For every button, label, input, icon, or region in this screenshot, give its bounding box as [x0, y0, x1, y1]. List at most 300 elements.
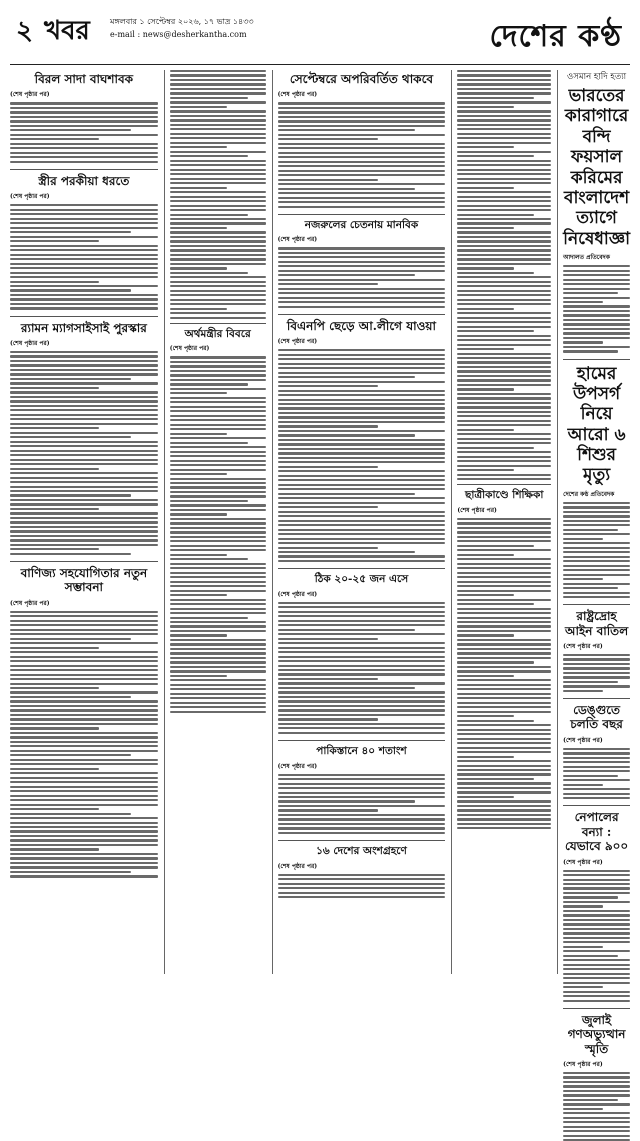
text-line: [457, 101, 551, 103]
text-line: [457, 308, 513, 310]
text-line: [10, 450, 158, 452]
text-line: [10, 125, 158, 127]
text-line: [10, 521, 158, 523]
text-line: [563, 883, 630, 885]
text-line: [563, 874, 630, 876]
text-line: [170, 711, 266, 713]
text-line: [278, 188, 416, 190]
text-line: [563, 587, 618, 589]
text-line: [278, 488, 446, 490]
text-line: [563, 770, 630, 772]
article-finance-minister: [170, 328, 266, 713]
text-line: [170, 684, 266, 686]
newspaper-logo: দেশের কণ্ঠ: [489, 19, 622, 54]
text-line: [170, 549, 266, 551]
text-line: [10, 364, 158, 366]
text-line: [457, 827, 551, 829]
text-line: [278, 407, 446, 409]
kicker: ওসমান হাদি হত্যা: [567, 72, 627, 82]
text-line: [457, 706, 551, 708]
text-line: [563, 1094, 630, 1096]
text-line: [170, 392, 228, 394]
text-line: [278, 520, 446, 522]
text-line: [170, 558, 249, 560]
text-line: [10, 624, 158, 626]
article-body: [278, 349, 446, 562]
text-line: [170, 415, 266, 417]
text-line: [278, 611, 446, 613]
text-line: [457, 603, 534, 605]
text-line: [10, 486, 158, 488]
text-line: [457, 738, 551, 740]
text-line: [563, 547, 630, 549]
text-line: [170, 263, 266, 265]
text-line: [278, 116, 446, 118]
text-line: [10, 209, 158, 211]
text-line: [563, 337, 630, 339]
headline: বিরল সাদা বাঘশাবক: [34, 72, 134, 86]
headline: নেপালের বন্যা : যেভাবে ৯০০: [564, 810, 629, 854]
text-line: [10, 790, 158, 792]
divider: [278, 214, 446, 215]
text-line: [563, 328, 630, 330]
text-line: [170, 70, 266, 72]
text-line: [10, 240, 99, 242]
article-nepal-flood: [563, 810, 630, 1001]
text-line: [278, 170, 446, 172]
text-line: [563, 569, 630, 571]
text-line: [278, 555, 446, 557]
text-line: [10, 213, 158, 215]
text-line: [10, 665, 158, 667]
text-line: [457, 249, 551, 251]
continuation-tag: (শেষ পৃষ্ঠার পর): [563, 643, 603, 650]
text-line: [563, 784, 603, 786]
text-line: [170, 608, 266, 610]
text-line: [563, 515, 630, 517]
text-line: [170, 236, 266, 238]
text-line: [563, 932, 630, 934]
text-line: [170, 590, 266, 592]
text-line: [563, 788, 630, 790]
text-line: [170, 142, 266, 144]
article-body: [170, 70, 266, 319]
text-line: [10, 615, 158, 617]
text-line: [170, 164, 266, 166]
text-line: [170, 540, 266, 542]
text-line: [457, 657, 551, 659]
text-line: [278, 602, 446, 604]
text-line: [170, 451, 266, 453]
text-line: [10, 245, 158, 247]
text-line: [457, 652, 551, 654]
text-line: [10, 830, 158, 832]
text-line: [10, 768, 99, 770]
text-line: [170, 205, 266, 207]
text-line: [10, 360, 158, 362]
text-line: [563, 297, 630, 299]
text-line: [170, 173, 266, 175]
text-line: [563, 928, 630, 930]
article-body: [278, 874, 446, 899]
text-line: [457, 805, 551, 807]
text-line: [170, 621, 266, 623]
text-line: [457, 236, 551, 238]
text-line: [10, 620, 158, 622]
text-line: [563, 533, 630, 535]
text-line: [170, 567, 266, 569]
text-line: [10, 683, 158, 685]
text-line: [278, 174, 446, 176]
text-line: [278, 421, 446, 423]
headline: জুলাই গণঅভ্যুত্থান স্মৃতি: [567, 1012, 626, 1056]
article-trade: [10, 566, 158, 878]
text-line: [457, 818, 551, 820]
text-line: [563, 779, 630, 781]
text-line: [457, 567, 551, 569]
text-line: [563, 986, 603, 988]
text-line: [457, 384, 551, 386]
text-line: [170, 294, 266, 296]
text-line: [563, 941, 630, 943]
text-line: [563, 1117, 630, 1119]
text-line: [278, 416, 446, 418]
text-line: [563, 310, 630, 312]
text-line: [457, 411, 551, 413]
text-line: [278, 206, 446, 208]
text-line: [278, 896, 446, 898]
text-line: [563, 1090, 630, 1092]
text-line: [170, 249, 266, 251]
text-line: [457, 160, 551, 162]
text-line: [10, 129, 131, 131]
article-september: [278, 72, 446, 208]
text-line: [457, 366, 551, 368]
text-line: [563, 341, 603, 343]
text-line: [457, 791, 551, 793]
text-line: [563, 982, 630, 984]
text-line: [457, 375, 551, 377]
headline: হামের উপসর্গ নিয়ে আরো ৬ শিশুর মৃত্যু: [567, 363, 626, 486]
text-line: [278, 165, 446, 167]
text-line: [170, 652, 266, 654]
text-line: [10, 387, 99, 389]
article-body: [563, 1072, 630, 1141]
continuation-tag: (শেষ পৃষ্ঠার পর): [169, 345, 210, 353]
text-line: [278, 461, 446, 463]
text-line: [278, 434, 416, 436]
text-line: [457, 460, 551, 462]
text-line: [10, 709, 158, 711]
text-line: [457, 697, 551, 699]
text-line: [10, 463, 158, 465]
text-line: [457, 290, 551, 292]
article-body: [563, 502, 630, 598]
text-line: [278, 687, 416, 689]
text-line: [278, 502, 446, 504]
text-line: [457, 222, 551, 224]
text-line: [170, 146, 228, 148]
text-line: [278, 529, 446, 531]
text-line: [457, 281, 551, 283]
text-line: [10, 544, 158, 546]
text-line: [170, 603, 266, 605]
text-line: [278, 629, 416, 631]
text-line: [170, 670, 266, 672]
text-line: [10, 303, 158, 305]
text-line: [457, 572, 551, 574]
text-line: [457, 146, 513, 148]
text-line: [278, 696, 446, 698]
text-line: [10, 441, 158, 443]
text-line: [10, 808, 99, 810]
text-line: [170, 290, 266, 292]
text-line: [170, 697, 266, 699]
text-line: [10, 826, 158, 828]
text-line: [10, 222, 158, 224]
text-line: [10, 674, 158, 676]
text-line: [170, 191, 266, 193]
text-line: [10, 835, 158, 837]
text-line: [10, 276, 158, 278]
text-line: [10, 736, 158, 738]
text-line: [10, 298, 158, 300]
text-line: [563, 560, 630, 562]
continuation-tag: (শেষ পৃষ্ঠার পর): [563, 1060, 603, 1068]
continuation-tag: (শেষ পৃষ্ঠার পর): [563, 736, 603, 744]
text-line: [457, 330, 534, 332]
text-line: [170, 531, 266, 533]
text-line: [10, 687, 99, 689]
text-line: [10, 494, 131, 496]
text-line: [457, 778, 534, 780]
text-line: [10, 759, 158, 761]
text-line: [563, 775, 618, 777]
text-line: [457, 272, 534, 274]
text-line: [10, 369, 158, 371]
text-line: [170, 92, 266, 94]
section-title: খবর: [44, 16, 90, 46]
text-line: [170, 169, 266, 171]
text-line: [563, 658, 630, 660]
text-line: [10, 236, 158, 238]
text-line: [278, 412, 446, 414]
text-line: [563, 793, 630, 795]
article-pakistan: [278, 745, 446, 834]
text-line: [278, 551, 416, 553]
text-line: [10, 405, 158, 407]
text-line: [457, 621, 551, 623]
text-line: [170, 196, 266, 198]
headline: বিএনপি ছেড়ে আ.লীগে যাওয়া: [286, 318, 436, 333]
text-line: [278, 197, 446, 199]
article-body: [563, 654, 630, 692]
text-line: [457, 643, 551, 645]
text-line: [457, 729, 551, 731]
text-line: [457, 299, 551, 301]
text-line: [563, 301, 603, 303]
text-line: [278, 542, 446, 544]
text-line: [170, 258, 266, 260]
text-line: [10, 813, 131, 815]
text-line: [457, 684, 551, 686]
divider: [563, 698, 630, 699]
text-line: [563, 959, 630, 961]
divider: [278, 314, 446, 315]
headline: ১৬ দেশের অংশগ্রহণে: [316, 845, 407, 858]
text-line: [563, 265, 630, 267]
text-line: [170, 504, 266, 506]
article-body: [563, 265, 630, 352]
text-line: [170, 433, 228, 435]
text-line: [170, 513, 228, 515]
email-line: e-mail : news@desherkantha.com: [110, 30, 247, 39]
text-line: [563, 1081, 630, 1083]
text-line: [457, 115, 551, 117]
text-line: [563, 506, 630, 508]
text-line: [563, 690, 603, 692]
text-line: [457, 178, 551, 180]
text-line: [457, 522, 551, 524]
text-line: [10, 718, 158, 720]
text-line: [10, 436, 131, 438]
text-line: [457, 164, 551, 166]
text-line: [563, 757, 630, 759]
text-line: [278, 878, 446, 880]
article-measles: [563, 364, 630, 599]
text-line: [10, 727, 99, 729]
text-line: [10, 848, 99, 850]
text-line: [170, 397, 266, 399]
text-line: [457, 760, 551, 762]
text-line: [278, 358, 446, 360]
text-line: [278, 111, 446, 113]
article-nazrul: [278, 219, 446, 308]
text-line: [457, 110, 551, 112]
text-line: [457, 787, 551, 789]
text-line: [278, 705, 446, 707]
text-line: [563, 556, 630, 558]
text-line: [457, 348, 513, 350]
article-affair: [10, 174, 158, 310]
text-line: [457, 608, 551, 610]
headline: র‍্যামন ম্যাগসাইসাই পুরস্কার: [20, 320, 147, 335]
text-line: [170, 182, 266, 184]
continuation-tag: (শেষ পৃষ্ঠার পর): [457, 506, 497, 514]
text-line: [563, 305, 630, 307]
text-line: [457, 478, 551, 480]
text-line: [457, 169, 551, 171]
text-line: [10, 134, 158, 136]
article-16-countries: [278, 845, 446, 898]
text-line: [457, 549, 551, 551]
text-line: [10, 382, 158, 384]
divider: [563, 805, 630, 806]
text-line: [457, 388, 513, 390]
continuation-tag: (শেষ পৃষ্ঠার পর): [277, 91, 318, 99]
text-line: [10, 817, 158, 819]
text-line: [457, 433, 551, 435]
text-line: [457, 357, 551, 359]
text-line: [170, 83, 266, 85]
text-line: [10, 647, 99, 649]
text-line: [278, 783, 446, 785]
text-line: [563, 887, 630, 889]
text-line: [563, 1099, 618, 1101]
text-line: [278, 134, 446, 136]
text-line: [457, 97, 534, 99]
text-line: [170, 124, 266, 126]
text-line: [170, 509, 266, 511]
text-line: [457, 527, 551, 529]
text-line: [457, 258, 551, 260]
text-line: [10, 777, 158, 779]
text-line: [457, 800, 551, 802]
article-bnp-al: [278, 319, 446, 562]
text-line: [170, 630, 266, 632]
text-line: [10, 472, 158, 474]
text-line: [278, 372, 446, 374]
text-line: [457, 756, 513, 758]
text-line: [278, 809, 379, 811]
text-line: [457, 397, 551, 399]
text-line: [170, 428, 266, 430]
text-line: [457, 742, 551, 744]
headline: ডেঙ্গুতে চলতি বছর: [570, 703, 623, 732]
text-line: [563, 502, 630, 504]
continuation-tag: (শেষ পৃষ্ঠার পর): [563, 858, 603, 866]
text-line: [457, 666, 551, 668]
text-line: [170, 469, 266, 471]
text-line: [457, 724, 551, 726]
continuation-tag: (শেষ পৃষ্ঠার পর): [10, 599, 50, 607]
headline: ছাত্রীকাণ্ডে শিক্ষিকা: [465, 489, 544, 502]
text-line: [457, 344, 551, 346]
text-line: [278, 669, 446, 671]
text-line: [457, 711, 551, 713]
text-line: [10, 857, 158, 859]
text-line: [563, 1126, 630, 1128]
text-line: [457, 424, 551, 426]
text-line: [563, 685, 630, 687]
text-line: [170, 706, 266, 708]
text-line: [170, 495, 266, 497]
text-line: [170, 625, 266, 627]
text-line: [10, 281, 99, 283]
continuation-tag: (শেষ পৃষ্ঠার পর): [277, 590, 318, 598]
article-body: [10, 102, 158, 162]
text-line: [10, 611, 158, 613]
text-line: [10, 418, 158, 420]
text-line: [278, 615, 446, 617]
text-line: [10, 844, 158, 846]
text-line: [10, 696, 131, 698]
text-line: [10, 786, 158, 788]
text-line: [278, 892, 446, 894]
text-line: [457, 393, 551, 395]
text-line: [563, 681, 618, 683]
text-line: [10, 227, 158, 229]
text-line: [278, 385, 379, 387]
text-line: [278, 279, 446, 281]
text-line: [457, 88, 551, 90]
text-line: [170, 379, 266, 381]
text-line: [563, 950, 630, 952]
text-line: [10, 307, 158, 309]
text-line: [278, 506, 379, 508]
text-line: [278, 723, 446, 725]
divider: [170, 323, 266, 324]
